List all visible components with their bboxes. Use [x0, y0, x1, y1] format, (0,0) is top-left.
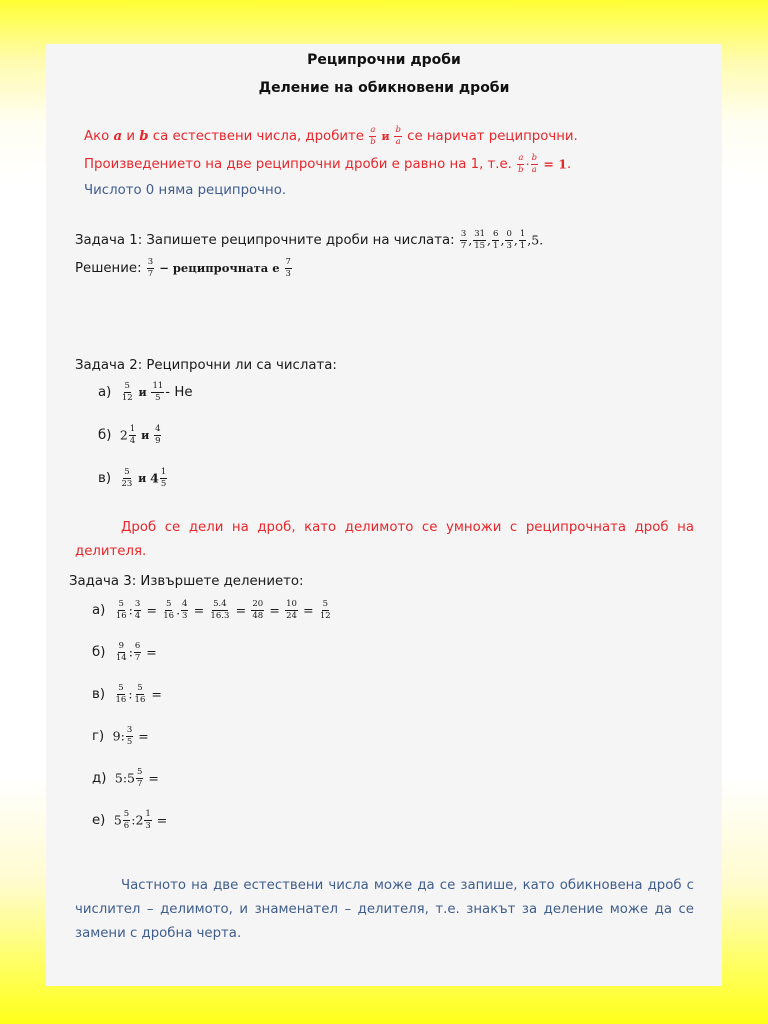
page-title: Реципрочни дроби	[307, 52, 461, 68]
rule-quotient: Частното на две естествени числа може да се запише, като обикновена дроб с числител – делимото, и знаменател – делителя, т.е. знакът за деление може да се замени с дробна черта.	[75, 878, 694, 941]
task1-statement: Задача 1: Запишете реципрочните дроби на числата: $\frac{3}{7}$ , $\frac{31}{15}$ , $\frac{6}{1}$ , $\frac{0}{3}$ , $\frac{1}{1}$ ,5.	[75, 229, 544, 251]
task3-statement: Задача 3: Извършете делението:	[69, 574, 304, 589]
task3-item-g: г) 9: $\frac{3}{5}$ =	[92, 725, 149, 747]
task2-item-v: в) $\frac{5}{23}$ и 4 $\frac{1}{5}$	[98, 467, 167, 489]
task3-item-b: б) $\frac{9}{14}$ : $\frac{6}{7}$ =	[92, 641, 157, 663]
task2-statement: Задача 2: Реципрочни ли са числата:	[75, 358, 337, 373]
task3-item-a: а) $\frac{5}{16}$ : $\frac{3}{4}$ = $\frac{5}{16}$ . $\frac{4}{3}$ = $\frac{5.4}{16.3}$ = $\frac{20}{48}$ = $\frac{10}{24}$ = $\frac{5}{12}$	[92, 599, 331, 621]
page-subtitle: Деление на обикновени дроби	[258, 80, 510, 96]
task2-item-a: а) $\frac{5}{12}$ и $\frac{11}{5}$ - Не	[98, 381, 193, 403]
definition-line-2: Произведението на две реципрочни дроби е равно на 1, т.е. $\frac{a}{b}$ · $\frac{b}{a}$ = 1.	[84, 153, 572, 175]
task3-item-v: в) $\frac{5}{16}$ : $\frac{5}{16}$ =	[92, 683, 162, 705]
task1-solution: Решение: $\frac{3}{7}$ − реципрочната е $\frac{7}{3}$	[75, 257, 291, 279]
task3-item-e: е) 5 $\frac{5}{6}$ :2 $\frac{1}{3}$ =	[92, 809, 168, 831]
fraction: $\frac{b}{a}$	[531, 153, 538, 175]
definition-line-1: Ако a и b са естествени числа, дробите $\frac{a}{b}$ и $\frac{b}{a}$ се наричат реципрочни.	[84, 125, 578, 147]
fraction: $\frac{a}{b}$	[518, 153, 524, 175]
fraction: $\frac{b}{a}$	[395, 125, 401, 147]
rule-division: Дроб се дели на дроб, като делимото се умножи с реципрочната дроб на делителя.	[75, 520, 694, 559]
task2-item-b: б) 2 $\frac{1}{4}$ и $\frac{4}{9}$	[98, 424, 161, 446]
worksheet-page	[46, 44, 722, 986]
definition-line-3: Числото 0 няма реципрочно.	[84, 183, 287, 198]
task3-item-d: д) 5:5 $\frac{5}{7}$ =	[92, 767, 159, 789]
fraction: $\frac{a}{b}$	[370, 125, 376, 147]
